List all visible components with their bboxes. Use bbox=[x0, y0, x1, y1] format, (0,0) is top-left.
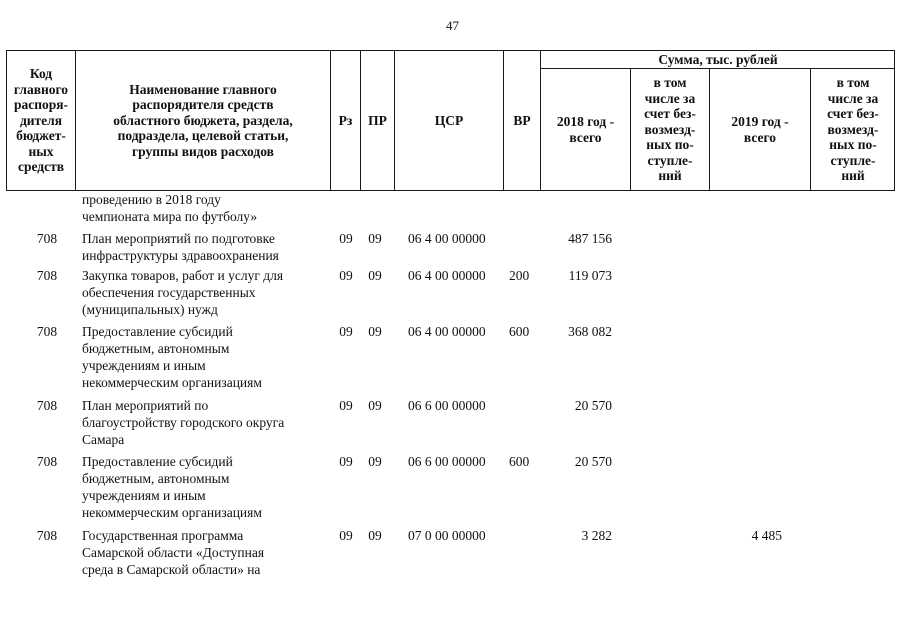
cell-code: 708 bbox=[36, 231, 58, 246]
cell-rz: 09 bbox=[339, 324, 353, 339]
cell-pr: 09 bbox=[368, 398, 382, 413]
cell-sum-2018: 119 073 bbox=[568, 268, 612, 283]
cell-name: Закупка товаров, работ и услуг для обеспечения государственных (муниципальных) нужд bbox=[82, 268, 284, 317]
cell-name: Предоставление субсидий бюджетным, автономным учреждениям и иным некоммерческим организациям bbox=[82, 324, 262, 390]
header-csr: ЦСР bbox=[434, 112, 464, 128]
cell-pr: 09 bbox=[368, 268, 382, 283]
cell-code: 708 bbox=[36, 454, 58, 469]
header-sum: Сумма, тыс. рублей bbox=[658, 51, 778, 67]
page-number: 47 bbox=[446, 18, 459, 33]
cell-sum-2019: 4 485 bbox=[751, 528, 782, 543]
header-code: Код главного распоря- дителя бюджет- ных средств bbox=[13, 66, 69, 175]
cell-vr: 600 bbox=[509, 324, 530, 339]
cell-pr: 09 bbox=[368, 324, 382, 339]
cell-code: 708 bbox=[36, 324, 58, 339]
cell-csr: 06 4 00 00000 bbox=[408, 268, 486, 283]
cell-pr: 09 bbox=[368, 454, 382, 469]
cell-sum-2018: 3 282 bbox=[581, 528, 612, 543]
cell-pr: 09 bbox=[368, 528, 382, 543]
cell-csr: 06 4 00 00000 bbox=[408, 324, 486, 339]
cell-csr: 06 6 00 00000 bbox=[408, 454, 486, 469]
cell-name: Государственная программа Самарской области «Доступная среда в Самарской области» на bbox=[82, 528, 265, 577]
cell-sum-2018: 368 082 bbox=[568, 324, 612, 339]
cell-name: проведению в 2018 году чемпионата мира по футболу» bbox=[82, 192, 258, 224]
header-2019-total: 2019 год - всего bbox=[731, 114, 789, 145]
header-2019-gratuitous: в том числе за счет без- возмезд- ных по- ступле- ний bbox=[827, 75, 879, 184]
cell-name: Предоставление субсидий бюджетным, автономным учреждениям и иным некоммерческим организациям bbox=[82, 454, 262, 520]
header-2018-gratuitous: в том числе за счет без- возмезд- ных по- ступле- ний bbox=[644, 75, 696, 184]
cell-sum-2018: 20 570 bbox=[574, 398, 612, 413]
header-rz: Рз bbox=[338, 112, 353, 128]
cell-sum-2018: 487 156 bbox=[568, 231, 612, 246]
cell-code: 708 bbox=[36, 398, 58, 413]
cell-name: План мероприятий по благоустройству городского округа Самара bbox=[82, 398, 285, 447]
header-pr: ПР bbox=[368, 112, 387, 128]
cell-code: 708 bbox=[36, 268, 58, 283]
cell-pr: 09 bbox=[368, 231, 382, 246]
cell-vr: 200 bbox=[509, 268, 530, 283]
cell-vr: 600 bbox=[509, 454, 530, 469]
cell-csr: 07 0 00 00000 bbox=[408, 528, 486, 543]
cell-rz: 09 bbox=[339, 398, 353, 413]
cell-rz: 09 bbox=[339, 268, 353, 283]
cell-csr: 06 6 00 00000 bbox=[408, 398, 486, 413]
cell-name: План мероприятий по подготовке инфраструктуры здравоохранения bbox=[82, 231, 279, 263]
cell-code: 708 bbox=[36, 528, 58, 543]
header-2018-total: 2018 год - всего bbox=[556, 114, 615, 145]
cell-rz: 09 bbox=[339, 528, 353, 543]
header-name: Наименование главного распорядителя средств областного бюджета, раздела, подраздела, целевой статьи, группы видов расходов bbox=[113, 81, 293, 159]
cell-rz: 09 bbox=[339, 454, 353, 469]
header-vr: ВР bbox=[513, 112, 531, 128]
cell-rz: 09 bbox=[339, 231, 353, 246]
cell-sum-2018: 20 570 bbox=[574, 454, 612, 469]
cell-csr: 06 4 00 00000 bbox=[408, 231, 486, 246]
